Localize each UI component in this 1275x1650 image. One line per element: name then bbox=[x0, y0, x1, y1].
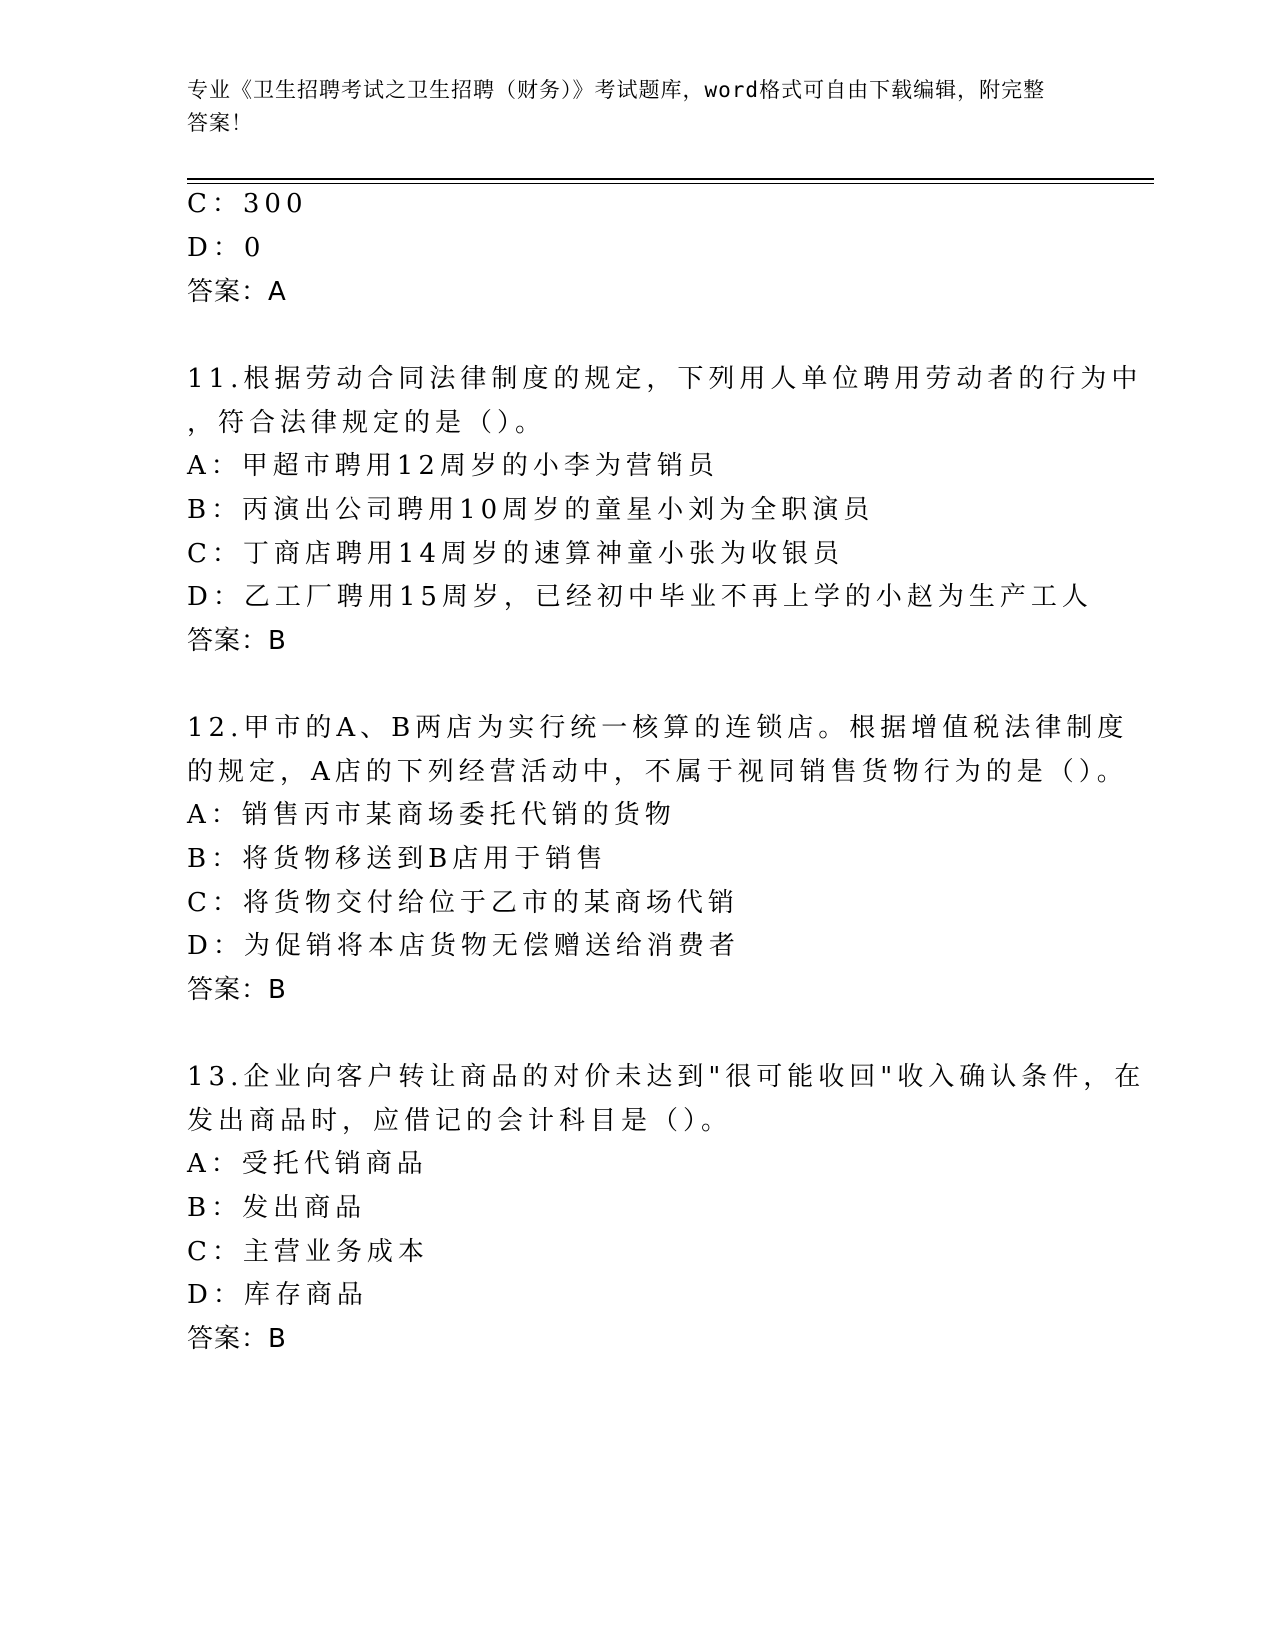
question-stem-11-cont: ，符合法律规定的是（）。 bbox=[187, 408, 547, 438]
question-stem-12-cont: 的规定，A店的下列经营活动中，不属于视同销售货物行为的是（）。 bbox=[187, 757, 1128, 787]
header-divider bbox=[187, 178, 1154, 180]
answer-line: 答案：B bbox=[187, 626, 287, 656]
question-stem-13: 13.企业向客户转让商品的对价未达到"很可能收回"收入确认条件，在 bbox=[187, 1062, 1146, 1092]
question-stem-13-cont: 发出商品时，应借记的会计科目是（）。 bbox=[187, 1106, 733, 1136]
option-a: A：甲超市聘用12周岁的小李为营销员 bbox=[187, 451, 719, 481]
option-c: C：丁商店聘用14周岁的速算神童小张为收银员 bbox=[187, 539, 844, 569]
option-b: B：丙演出公司聘用10周岁的童星小刘为全职演员 bbox=[187, 495, 875, 525]
header-divider-thin bbox=[187, 183, 1154, 184]
option-b: B：发出商品 bbox=[187, 1193, 367, 1223]
option-a: A：销售丙市某商场委托代销的货物 bbox=[187, 800, 676, 830]
answer-line: 答案：B bbox=[187, 1324, 287, 1354]
option-b: B：将货物移送到B店用于销售 bbox=[187, 844, 608, 874]
answer-line: 答案：A bbox=[187, 277, 287, 307]
question-stem-12: 12.甲市的A、B两店为实行统一核算的连锁店。根据增值税法律制度 bbox=[187, 713, 1129, 743]
option-c: C：将货物交付给位于乙市的某商场代销 bbox=[187, 888, 739, 918]
option-c: C：300 bbox=[187, 189, 308, 219]
question-stem-11: 11.根据劳动合同法律制度的规定，下列用人单位聘用劳动者的行为中 bbox=[187, 364, 1143, 394]
option-a: A：受托代销商品 bbox=[187, 1149, 428, 1179]
answer-line: 答案：B bbox=[187, 975, 287, 1005]
option-d: D：库存商品 bbox=[187, 1280, 368, 1310]
document-header: 专业《卫生招聘考试之卫生招聘（财务）》考试题库，word格式可自由下载编辑，附完整答案！ bbox=[187, 78, 1046, 135]
option-c: C：主营业务成本 bbox=[187, 1237, 429, 1267]
option-d: D：为促销将本店货物无偿赠送给消费者 bbox=[187, 931, 740, 961]
option-d: D：乙工厂聘用15周岁，已经初中毕业不再上学的小赵为生产工人 bbox=[187, 582, 1093, 612]
option-d: D：0 bbox=[187, 233, 266, 263]
